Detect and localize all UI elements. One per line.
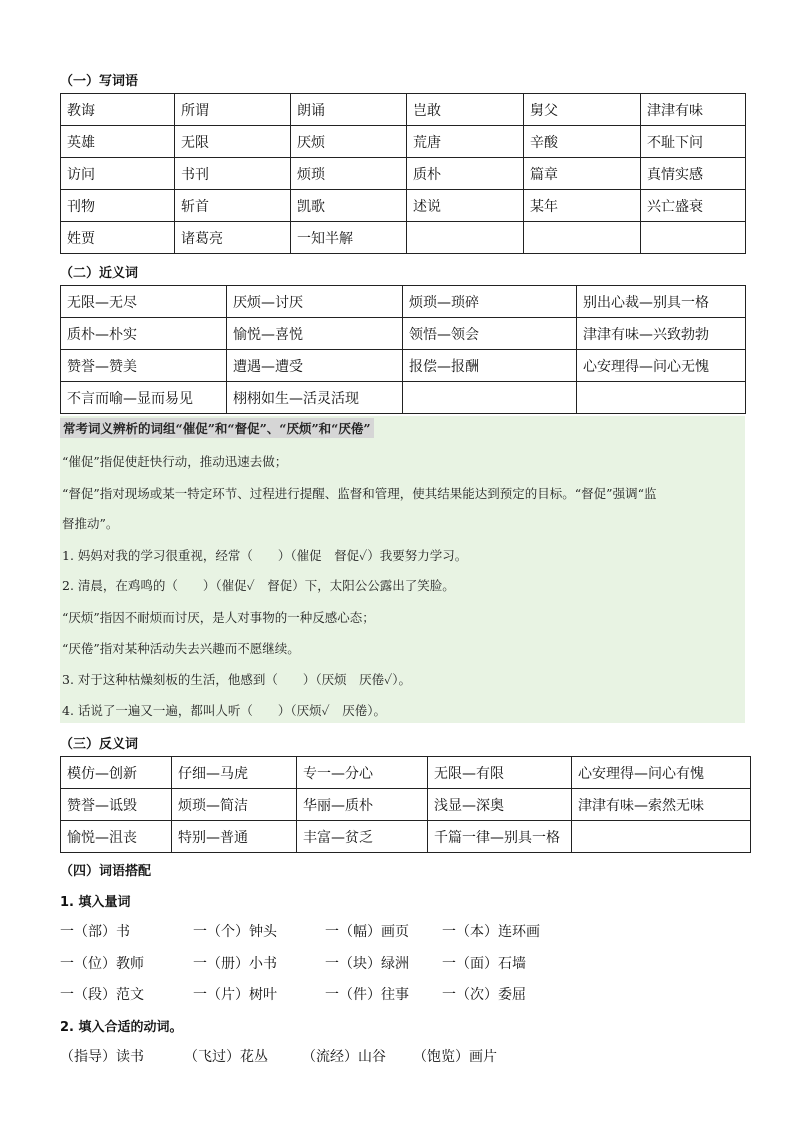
fill-item: 一（册）小书: [193, 956, 277, 972]
fill-item: （飞过）花丛: [184, 1049, 268, 1065]
table-cell: 无限: [175, 126, 291, 158]
table-cell: 岂敢: [407, 94, 524, 126]
fill-item: 一（面）石墙: [442, 956, 526, 972]
table-cell: [524, 222, 641, 254]
q2-title: 2. 填入合适的动词。: [60, 1020, 183, 1035]
table-cell: 赞誉—诋毁: [61, 789, 172, 821]
table-cell: 访问: [61, 158, 175, 190]
fill-item: 一（次）委屈: [442, 987, 526, 1003]
table-cell: 凯歌: [291, 190, 407, 222]
table-row: [61, 318, 746, 350]
fill-item: 一（块）绿洲: [325, 956, 409, 972]
section-heading-write-words: （一）写词语: [60, 74, 139, 89]
word-analysis-box: [60, 416, 745, 723]
analysis-line: “厌倦”指对某种活动失去兴趣而不愿继续。: [62, 641, 300, 656]
table-cell: [407, 222, 524, 254]
fill-item: 一（段）范文: [60, 987, 144, 1003]
table-cell: 烦琐: [291, 158, 407, 190]
table-row: [61, 789, 751, 821]
fill-item: （流经）山谷: [302, 1049, 386, 1065]
fill-item: 一（部）书: [60, 924, 130, 940]
table-row: [61, 158, 746, 190]
section-heading-antonyms: （三）反义词: [60, 737, 139, 752]
table-row: [61, 286, 746, 318]
table-cell: 津津有味: [641, 94, 746, 126]
analysis-line: “厌烦”指因不耐烦而讨厌，是人对事物的一种反感心态；: [62, 610, 375, 625]
table-cell: 篇章: [524, 158, 641, 190]
table-cell: 斩首: [175, 190, 291, 222]
table-cell: 别出心裁—别具一格: [577, 286, 746, 318]
table-cell: 赞誉—赞美: [61, 350, 227, 382]
table-cell: 模仿—创新: [61, 757, 172, 789]
table-cell: 诸葛亮: [175, 222, 291, 254]
table-cell: [641, 222, 746, 254]
table-cell: 某年: [524, 190, 641, 222]
table-cell: 英雄: [61, 126, 175, 158]
table-cell: 报偿—报酬: [403, 350, 577, 382]
table-row: [61, 350, 746, 382]
table-row: [61, 222, 746, 254]
table-cell: 津津有味—兴致勃勃: [577, 318, 746, 350]
fill-item: 一（幅）画页: [325, 924, 409, 940]
analysis-question: 4. 话说了一遍又一遍，都叫人听（ ）（厌烦✓ 厌倦）。: [62, 703, 386, 718]
table-cell: 愉悦—沮丧: [61, 821, 172, 853]
table-cell: 烦琐—琐碎: [403, 286, 577, 318]
table-cell: 不言而喻—显而易见: [61, 382, 227, 414]
table-cell: 专一—分心: [297, 757, 428, 789]
table-cell: 厌烦—讨厌: [227, 286, 403, 318]
table-cell: 辛酸: [524, 126, 641, 158]
table-cell: 华丽—质朴: [297, 789, 428, 821]
table-cell: 无限—无尽: [61, 286, 227, 318]
section-heading-synonyms: （二）近义词: [60, 266, 139, 281]
table-cell: 丰富—贫乏: [297, 821, 428, 853]
fill-item: 一（本）连环画: [442, 924, 540, 940]
table-cell: 朗诵: [291, 94, 407, 126]
table-cell: 荒唐: [407, 126, 524, 158]
table-cell: 所谓: [175, 94, 291, 126]
fill-item: 一（位）教师: [60, 956, 144, 972]
table-cell: 领悟—领会: [403, 318, 577, 350]
table-cell: 书刊: [175, 158, 291, 190]
table-cell: [577, 382, 746, 414]
table-cell: 质朴—朴实: [61, 318, 227, 350]
table-cell: 特别—普通: [172, 821, 297, 853]
fill-item: （饱览）画片: [413, 1049, 497, 1065]
table-cell: 姓贾: [61, 222, 175, 254]
fill-item: 一（片）树叶: [193, 987, 277, 1003]
analysis-line: “督促”指对现场或某一特定环节、过程进行提醒、监督和管理，使其结果能达到预定的目标。“督促”强调“监: [62, 486, 657, 501]
fill-item: 一（个）钟头: [193, 924, 277, 940]
table-cell: 真情实感: [641, 158, 746, 190]
fill-item: 一（件）往事: [325, 987, 409, 1003]
table-cell: 愉悦—喜悦: [227, 318, 403, 350]
table-cell: 无限—有限: [428, 757, 572, 789]
table-cell: 千篇一律—别具一格: [428, 821, 572, 853]
q1-title: 1. 填入量词: [60, 895, 131, 910]
table-cell: 教诲: [61, 94, 175, 126]
table-row: [61, 382, 746, 414]
table-cell: 不耻下问: [641, 126, 746, 158]
analysis-title: 常考词义辨析的词组“催促”和“督促”、“厌烦”和“厌倦”: [60, 418, 374, 438]
table-cell: 质朴: [407, 158, 524, 190]
analysis-question: 2. 清晨，在鸡鸣的（ ）（催促✓ 督促）下，太阳公公露出了笑脸。: [62, 578, 455, 593]
words-table: [60, 93, 746, 254]
table-cell: 遭遇—遭受: [227, 350, 403, 382]
table-cell: 津津有味—索然无味: [572, 789, 751, 821]
table-row: [61, 190, 746, 222]
section-heading-collocation: （四）词语搭配: [60, 864, 152, 879]
table-cell: 仔细—马虎: [172, 757, 297, 789]
analysis-question: 1. 妈妈对我的学习很重视，经常（ ）（催促 督促✓）我要努力学习。: [62, 548, 468, 563]
table-cell: 烦琐—简洁: [172, 789, 297, 821]
table-cell: [572, 821, 751, 853]
table-cell: 一知半解: [291, 222, 407, 254]
antonyms-table: [60, 756, 751, 853]
synonyms-table: [60, 285, 746, 414]
table-cell: 兴亡盛衰: [641, 190, 746, 222]
table-cell: [403, 382, 577, 414]
table-row: [61, 821, 751, 853]
table-cell: 述说: [407, 190, 524, 222]
table-cell: 栩栩如生—活灵活现: [227, 382, 403, 414]
table-row: [61, 94, 746, 126]
table-cell: 厌烦: [291, 126, 407, 158]
table-row: [61, 757, 751, 789]
analysis-line: 督推动”。: [62, 516, 119, 531]
analysis-question: 3. 对于这种枯燥刻板的生活，他感到（ ）（厌烦 厌倦✓）。: [62, 672, 411, 687]
table-cell: 刊物: [61, 190, 175, 222]
analysis-line: “催促”指促使赶快行动，推动迅速去做；: [62, 454, 288, 469]
table-cell: 舅父: [524, 94, 641, 126]
fill-item: （指导）读书: [60, 1049, 144, 1065]
table-cell: 心安理得—问心无愧: [577, 350, 746, 382]
table-cell: 心安理得—问心有愧: [572, 757, 751, 789]
table-cell: 浅显—深奥: [428, 789, 572, 821]
table-row: [61, 126, 746, 158]
